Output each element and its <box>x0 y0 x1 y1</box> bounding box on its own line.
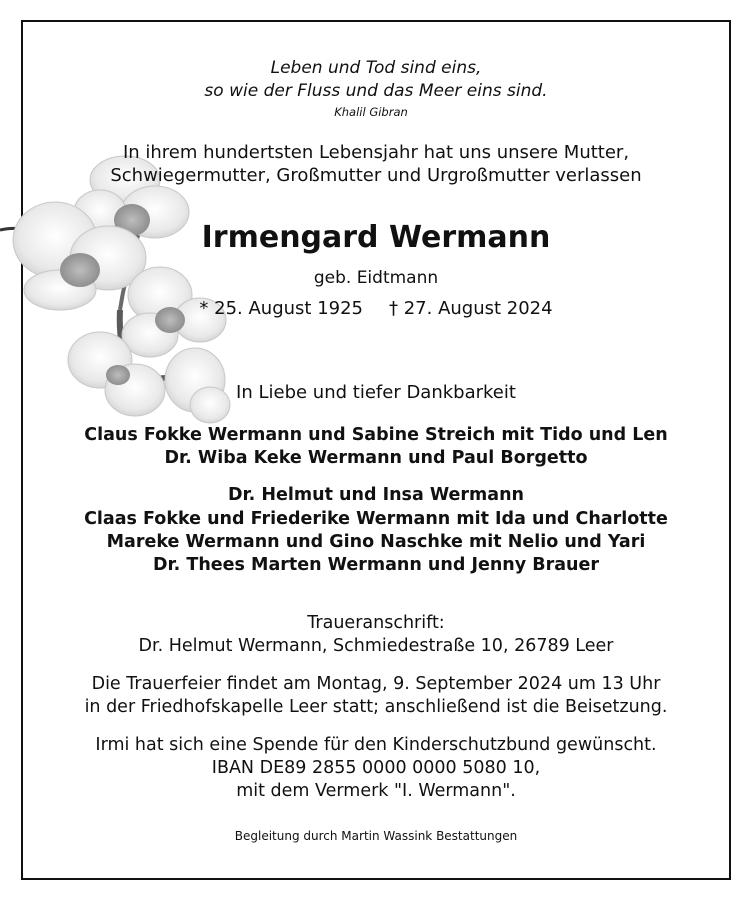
address-label: Traueranschrift: <box>307 613 445 633</box>
ceremony-line-1: Die Trauerfeier findet am Montag, 9. September 2024 um 13 Uhr <box>91 674 661 694</box>
quote-author: Khalil Gibran <box>334 105 408 119</box>
donation-line-1: Irmi hat sich eine Spende für den Kinderschutzbund gewünscht. <box>95 735 657 755</box>
deceased-name: Irmengard Wermann <box>201 220 551 255</box>
intro-line-2: Schwiegermutter, Großmutter und Urgroßmutter verlassen <box>110 165 642 186</box>
donation-line-3: mit dem Vermerk "I. Wermann". <box>236 781 516 801</box>
death-date: † 27. August 2024 <box>389 298 553 319</box>
birth-name: geb. Eidtmann <box>313 268 439 288</box>
address-value: Dr. Helmut Wermann, Schmiedestraße 10, 26789 Leer <box>138 636 614 656</box>
ceremony-line-2: in der Friedhofskapelle Leer statt; anschließend ist die Beisetzung. <box>84 697 668 717</box>
life-dates <box>21 298 731 319</box>
intro-line-1: In ihrem hundertsten Lebensjahr hat uns unsere Mutter, <box>122 142 630 163</box>
family-line: Dr. Helmut und Insa Wermann <box>227 485 525 505</box>
birth-date: * 25. August 1925 <box>199 298 363 319</box>
donation-line-2: IBAN DE89 2855 0000 0000 5080 10, <box>211 758 541 778</box>
family-line: Mareke Wermann und Gino Naschke mit Nelio und Yari <box>106 532 646 552</box>
quote-line-2: so wie der Fluss und das Meer eins sind. <box>204 81 548 101</box>
family-line: Claus Fokke Wermann und Sabine Streich mit Tido und Len <box>84 425 668 445</box>
family-line: Dr. Thees Marten Wermann und Jenny Brauer <box>153 555 599 575</box>
family-line: Claas Fokke und Friederike Wermann mit Ida und Charlotte <box>84 509 668 529</box>
gratitude-line: In Liebe und tiefer Dankbarkeit <box>236 382 516 403</box>
family-line: Dr. Wiba Keke Wermann und Paul Borgetto <box>164 448 588 468</box>
undertaker-credit: Begleitung durch Martin Wassink Bestattungen <box>234 829 518 843</box>
quote-line-1: Leben und Tod sind eins, <box>270 58 482 78</box>
